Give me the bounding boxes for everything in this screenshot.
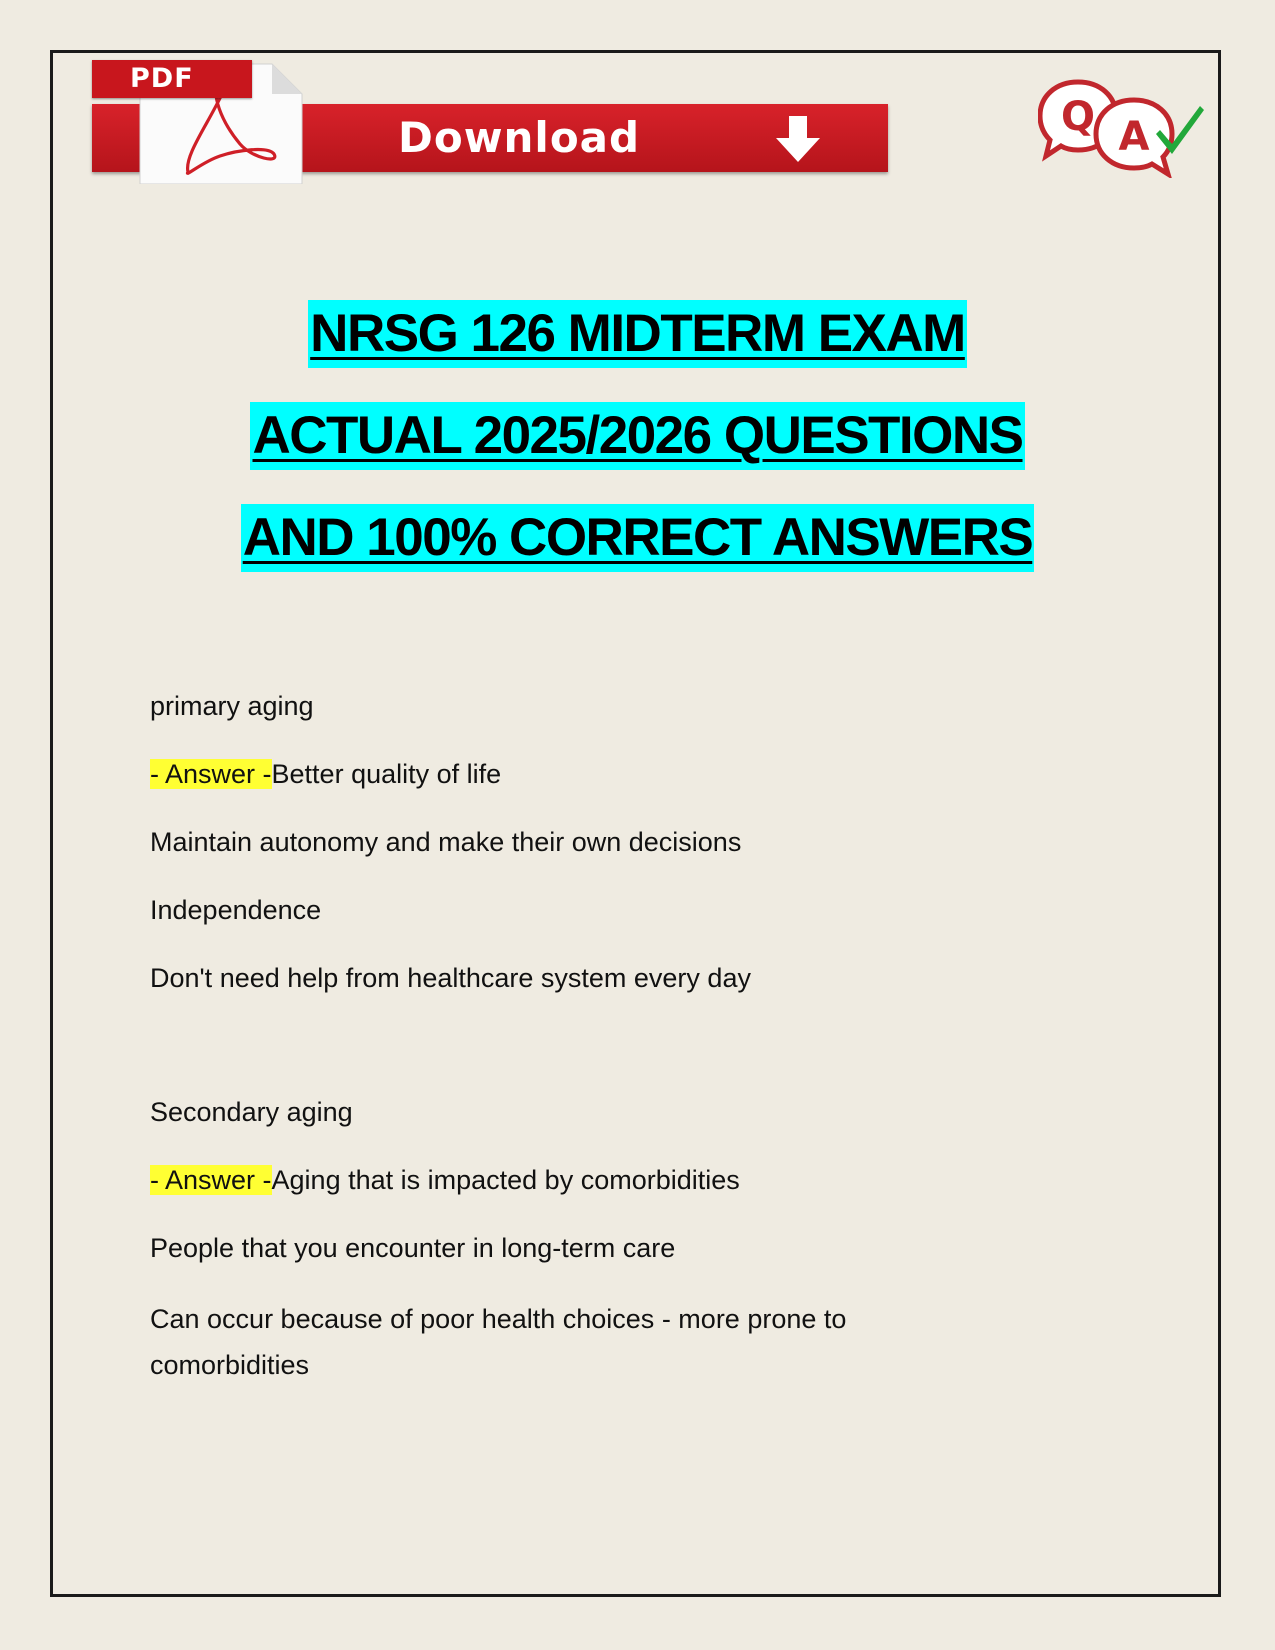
title-line [60,402,1215,504]
answer-first-line [150,754,1150,794]
pdf-download-banner[interactable] [92,58,888,186]
answer-line: Independence [150,895,322,925]
qa-item-secondary-aging [150,1092,1150,1388]
answer-text: Aging that is impacted by comorbidities [271,1165,740,1195]
answer-tag: - Answer - [150,759,272,789]
answer-text: Better quality of life [271,759,502,789]
qa-item-primary-aging [150,686,1150,998]
answer-line: Can occur because of poor health choices - more prone to comorbidities [150,1304,847,1380]
download-arrow-icon [772,114,824,166]
title-line-3: AND 100% CORRECT ANSWERS [241,504,1035,572]
answer-line: People that you encounter in long-term care [150,1233,676,1263]
title-line-1: NRSG 126 MIDTERM EXAM [308,300,967,368]
qa-content [150,686,1150,1416]
qa-logo-icon [1038,78,1206,178]
download-label: Download [398,113,641,162]
title-line-2: ACTUAL 2025/2026 QUESTIONS [250,402,1024,470]
q-letter: Q [1060,94,1096,140]
answer-line: Don't need help from healthcare system every day [150,963,751,993]
pdf-label: PDF [130,63,194,94]
answer-tag: - Answer - [150,1165,272,1195]
a-letter: A [1118,114,1150,160]
answer-first-line [150,1160,1150,1200]
title-line [60,504,1215,606]
qa-spacer [150,1026,1150,1092]
question-text: primary aging [150,691,314,721]
pdf-tab [92,60,252,98]
document-title [60,300,1215,606]
title-line [60,300,1215,402]
answer-line: Maintain autonomy and make their own decisions [150,827,742,857]
question-text: Secondary aging [150,1097,353,1127]
